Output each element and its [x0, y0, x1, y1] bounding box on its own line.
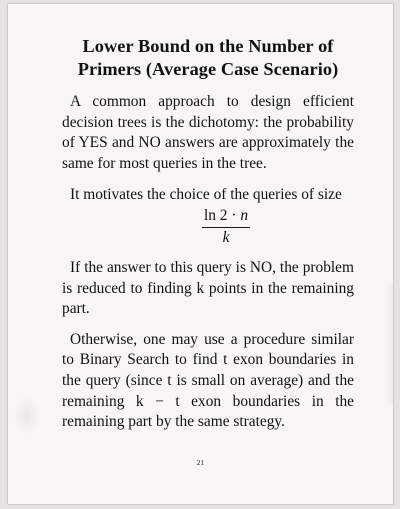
title-line-2: Primers (Average Case Scenario) [77, 59, 339, 79]
document-page [8, 4, 393, 504]
title-line-1: Lower Bound on the Number of [82, 36, 334, 56]
paragraph-2: It motivates the choice of the queries of size [70, 186, 342, 204]
page-number: 21 [196, 458, 205, 467]
fraction [202, 207, 250, 247]
fraction-bar [202, 227, 250, 228]
page-edge-shadow [385, 284, 393, 404]
page-smudge [16, 398, 38, 433]
paragraph-1: A common approach to design efficient decision trees is the dichotomy: the probability of YES and NO answers are approximately the same for most queries in the tree. [62, 93, 354, 172]
formula-numerator [202, 207, 250, 226]
formula-denominator: k [222, 228, 230, 246]
formula [80, 207, 372, 247]
formula-numerator-variable: n [240, 206, 249, 224]
formula-numerator-prefix: ln 2 · [203, 206, 237, 224]
paragraph-4: Otherwise, one may use a procedure similar to Binary Search to find t exon boundaries in the query (since t is small on average) and the remaining k − t exon boundaries in the remaining part by the same strategy. [62, 330, 354, 431]
page-title [62, 35, 354, 81]
paragraph-3: If the answer to this query is NO, the problem is reduced to finding k points in the remaining part. [62, 258, 354, 318]
page-content [62, 35, 354, 433]
